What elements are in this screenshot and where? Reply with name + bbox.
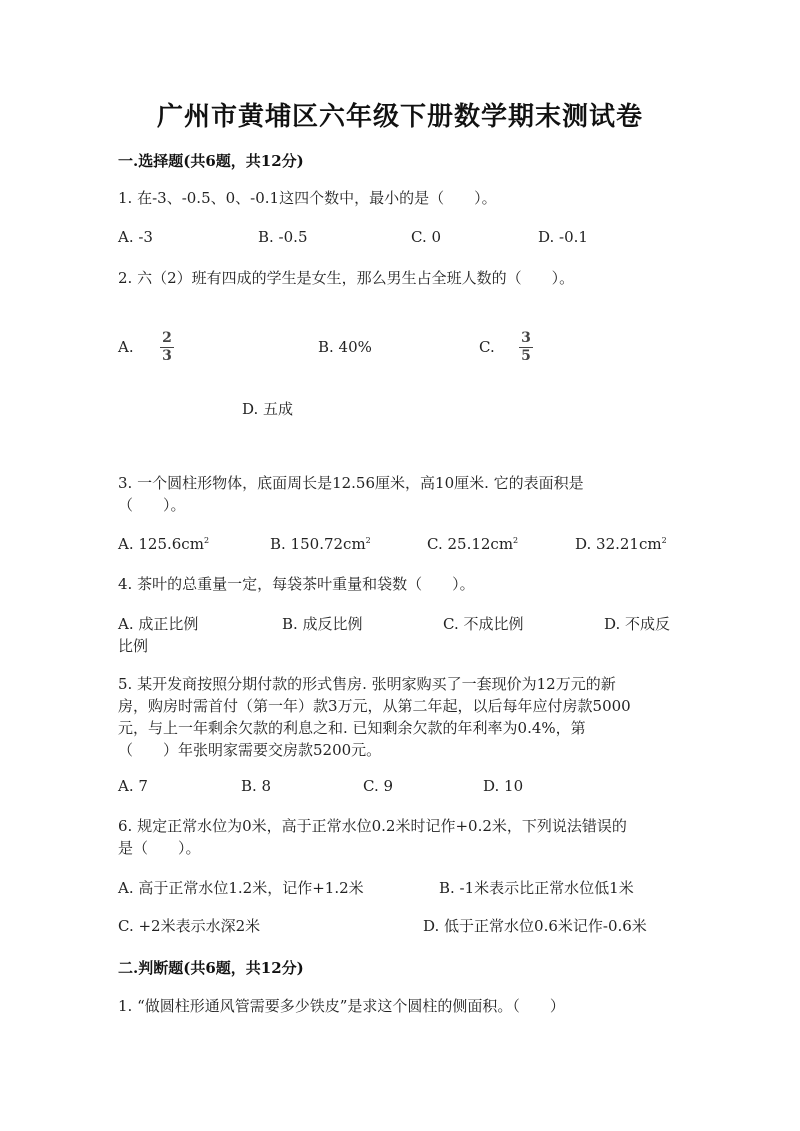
option-text: A. 125.6cm: [118, 535, 204, 553]
question-4-option-c: C. 不成比例: [443, 615, 524, 633]
judgement-1-text: 1. “做圆柱形通风管需要多少铁皮”是求这个圆柱的侧面积。（ ）: [118, 997, 565, 1015]
question-4-option-d-continued: 比例: [118, 637, 149, 655]
unit-exponent: 2: [513, 536, 519, 545]
question-3-option-b: [270, 535, 371, 553]
question-6-option-a: A. 高于正常水位1.2米，记作+1.2米: [118, 879, 364, 897]
question-1-option-d: D. -0.1: [538, 228, 588, 246]
fraction-numerator: 3: [521, 330, 531, 346]
option-text: D. 32.21cm: [575, 535, 662, 553]
question-5-option-c: C. 9: [363, 777, 394, 795]
question-1-option-a: A. -3: [118, 228, 153, 246]
question-4-option-b: B. 成反比例: [282, 615, 363, 633]
question-5-line-2: 房，购房时需首付（第一年）款3万元，从第二年起，以后每年应付房款5000: [118, 697, 631, 715]
section-heading-choice: 一.选择题(共6题，共12分): [118, 152, 304, 170]
question-3-line-1: 3. 一个圆柱形物体，底面周长是12.56厘米，高10厘米. 它的表面积是: [118, 474, 584, 492]
question-6-option-c: C. +2米表示水深2米: [118, 917, 261, 935]
question-2-text: 2. 六（2）班有四成的学生是女生，那么男生占全班人数的（ ）。: [118, 269, 575, 287]
question-2-option-a-label: A.: [118, 338, 134, 356]
fraction-numerator: 2: [162, 330, 172, 346]
question-5-line-1: 5. 某开发商按照分期付款的形式售房. 张明家购买了一套现价为12万元的新: [118, 675, 616, 693]
unit-exponent: 2: [661, 536, 667, 545]
option-text: B. 150.72cm: [270, 535, 366, 553]
question-2-option-a-fraction: [160, 331, 174, 364]
question-1-option-b: B. -0.5: [258, 228, 308, 246]
question-3-option-c: [427, 535, 518, 553]
section-heading-judgement: 二.判断题(共6题，共12分): [118, 959, 304, 977]
question-5-option-d: D. 10: [483, 777, 524, 795]
question-1-text: 1. 在-3、-0.5、0、-0.1这四个数中，最小的是（ ）。: [118, 189, 497, 207]
question-2-option-c-fraction: [519, 331, 533, 364]
question-3-option-d: [575, 535, 667, 553]
question-5-line-4: （ ）年张明家需要交房款5200元。: [118, 741, 382, 759]
question-5-option-b: B. 8: [241, 777, 272, 795]
question-4-option-a: A. 成正比例: [118, 615, 199, 633]
question-2-option-d: D. 五成: [242, 400, 294, 418]
question-6-line-2: 是（ ）。: [118, 839, 201, 857]
unit-exponent: 2: [203, 536, 210, 545]
question-6-line-1: 6. 规定正常水位为0米，高于正常水位0.2米时记作+0.2米，下列说法错误的: [118, 817, 627, 835]
question-6-option-b: B. -1米表示比正常水位低1米: [439, 879, 634, 897]
page-title: 广州市黄埔区六年级下册数学期末测试卷: [156, 102, 643, 132]
fraction-denominator: 5: [521, 348, 531, 364]
question-5-option-a: A. 7: [118, 777, 148, 795]
question-2-option-b: B. 40%: [318, 338, 372, 356]
question-3-option-a: [118, 535, 209, 553]
question-6-option-d: D. 低于正常水位0.6米记作-0.6米: [423, 917, 647, 935]
question-5-line-3: 元，与上一年剩余欠款的利息之和. 已知剩余欠款的年利率为0.4%，第: [118, 719, 586, 737]
question-4-text: 4. 茶叶的总重量一定，每袋茶叶重量和袋数（ ）。: [118, 575, 475, 593]
question-4-option-d: D. 不成反: [604, 615, 671, 633]
question-3-line-2: （ ）。: [118, 496, 186, 514]
unit-exponent: 2: [365, 536, 371, 545]
option-text: C. 25.12cm: [427, 535, 514, 553]
question-2-option-c-label: C.: [479, 338, 495, 356]
fraction-denominator: 3: [162, 348, 172, 364]
question-1-option-c: C. 0: [411, 228, 442, 246]
